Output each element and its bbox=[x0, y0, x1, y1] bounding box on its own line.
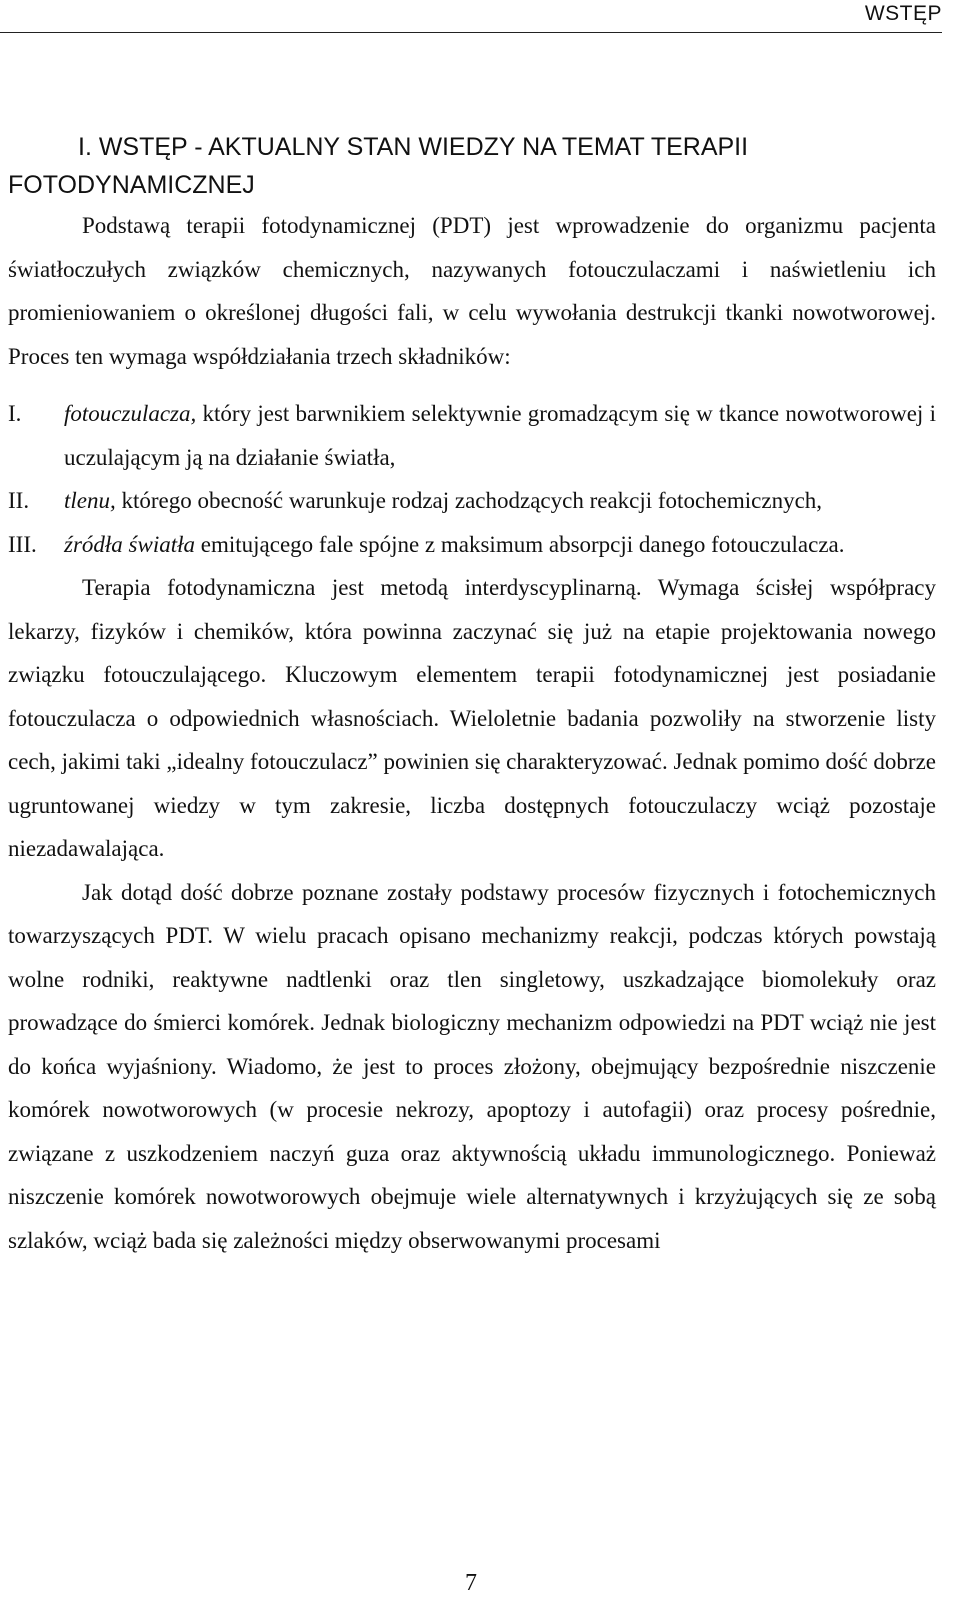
page-body bbox=[8, 128, 936, 1262]
chapter-title-line1: I. WSTĘP - AKTUALNY STAN WIEDZY NA TEMAT TERAPII bbox=[78, 133, 749, 161]
running-head: WSTĘP bbox=[864, 2, 942, 25]
list-item-text: którego obecność warunkuje rodzaj zachodzących reakcji fotochemicznych, bbox=[115, 488, 823, 513]
list-item bbox=[8, 392, 936, 479]
chapter-title bbox=[8, 128, 936, 204]
list-item-term: fotouczulacza, bbox=[64, 401, 197, 426]
chapter-title-line2: FOTODYNAMICZNEJ bbox=[8, 171, 255, 199]
components-list bbox=[8, 392, 936, 566]
paragraph-interdisciplinary: Terapia fotodynamiczna jest metodą interdyscyplinarną. Wymaga ścisłej współpracy lekarzy, fizyków i chemików, która powinna zaczynać się już na etapie projektowania nowego związku fotouczulającego. Kluczowym elementem terapii fotodynamicznej jest posiadanie fotouczulacza o odpowiednich własnościach. Wieloletnie badania pozwoliły na stworzenie listy cech, jakimi taki „idealny fotouczulacz” powinien się charakteryzować. Jednak pomimo dość dobrze ugruntowanej wiedzy w tym zakresie, liczba dostępnych fotouczulaczy wciąż pozostaje niezadawalająca. bbox=[8, 575, 936, 861]
page-number: 7 bbox=[465, 1570, 477, 1596]
list-item-text: który jest barwnikiem selektywnie gromadzącym się w tkance nowotworowej i uczulającym ją na działanie światła, bbox=[64, 401, 936, 470]
list-item bbox=[8, 523, 936, 567]
paragraph-intro: Podstawą terapii fotodynamicznej (PDT) jest wprowadzenie do organizmu pacjenta światłoczułych związków chemicznych, nazywanych fotouczulaczami i naświetleniu ich promieniowaniem o określonej długości fali, w celu wywołania destrukcji tkanki nowotworowej. Proces ten wymaga współdziałania trzech składników: bbox=[8, 213, 936, 369]
list-item-text: emitującego fale spójne z maksimum absorpcji danego fotouczulacza. bbox=[195, 531, 845, 557]
paragraph-mechanisms: Jak dotąd dość dobrze poznane zostały podstawy procesów fizycznych i fotochemicznych towarzyszących PDT. W wielu pracach opisano mechanizmy reakcji, podczas których powstają wolne rodniki, reaktywne nadtlenki oraz tlen singletowy, uszkadzające biomolekuły oraz prowadzące do śmierci komórek. Jednak biologiczny mechanizm odpowiedzi na PDT wciąż nie jest do końca wyjaśniony. Wiadomo, że jest to proces złożony, obejmujący bezpośrednie niszczenie komórek nowotworowych (w procesie nekrozy, apoptozy i autofagii) oraz procesy pośrednie, związane z uszkodzeniem naczyń guza oraz aktywnością układu immunologicznego. Ponieważ niszczenie komórek nowotworowych obejmuje wiele alternatywnych i krzyżujących się ze sobą szlaków, wciąż bada się zależności między obserwowanymi procesami bbox=[8, 879, 936, 1253]
list-item-term: źródła światła bbox=[64, 531, 196, 557]
list-item-number: III. bbox=[8, 531, 37, 557]
list-item bbox=[8, 479, 936, 523]
list-item-term: tlenu, bbox=[64, 488, 116, 513]
list-item-number: II. bbox=[8, 488, 30, 513]
list-item-number: I. bbox=[8, 401, 22, 426]
header-rule bbox=[0, 32, 942, 33]
